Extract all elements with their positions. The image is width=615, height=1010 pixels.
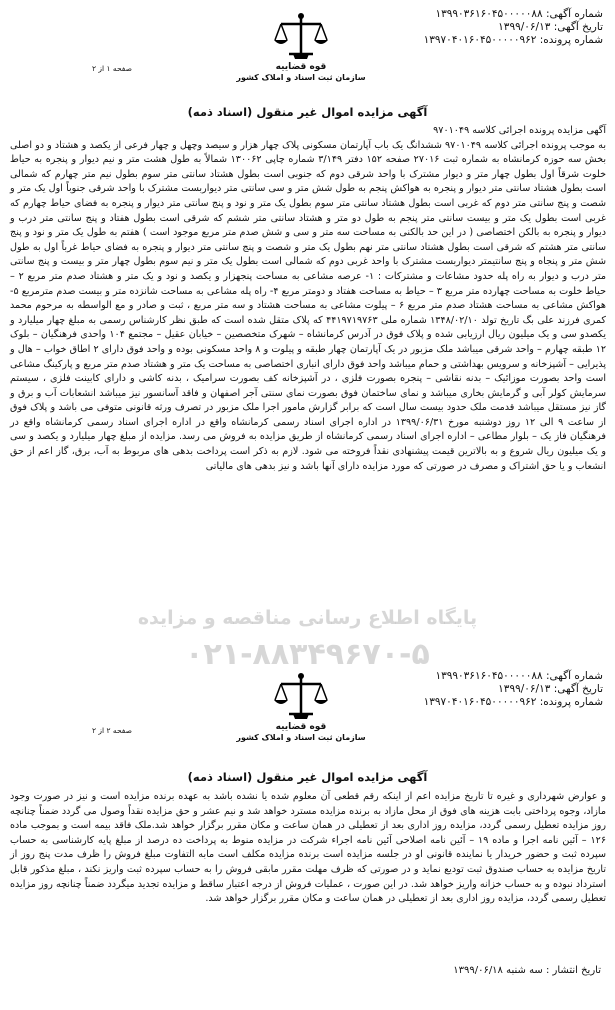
notice-date: تاریخ آگهی: ۱۳۹۹/۰۶/۱۳ <box>498 683 603 695</box>
notice-body-2 <box>10 790 606 907</box>
page-label-1: صفحه ۱ از ۲ <box>92 64 132 73</box>
notice-title-2: آگهی مزایده اموال غیر منقول (اسناد ذمه) <box>187 770 428 784</box>
file-number: شماره پرونده: ۱۳۹۷۰۴۰۱۶۰۴۵۰۰۰۰۰۹۶۲ <box>423 34 603 46</box>
judiciary-emblem-2 <box>236 670 366 743</box>
notice-title-1: آگهی مزایده اموال غیر منقول (اسناد ذمه) <box>187 105 428 119</box>
notice-number: شماره آگهی: ۱۳۹۹۰۳۶۱۶۰۴۵۰۰۰۰۰۸۸ <box>435 8 603 20</box>
notice-meta-1 <box>424 8 603 47</box>
org-name-judiciary: قوه قضاییه <box>275 722 327 732</box>
file-number: شماره پرونده: ۱۳۹۷۰۴۰۱۶۰۴۵۰۰۰۰۰۹۶۲ <box>423 696 603 708</box>
publish-date: تاریخ انتشار : سه شنبه ۱۳۹۹/۰۶/۱۸ <box>453 965 601 976</box>
watermark-text: پایگاه اطلاع رسانی مناقصه و مزایده <box>137 607 478 629</box>
notice-date: تاریخ آگهی: ۱۳۹۹/۰۶/۱۳ <box>498 21 603 33</box>
notice-heading-line: آگهی مزایده پرونده اجرائی کلاسه ۹۷۰۱۰۴۹ <box>433 125 606 136</box>
org-name-registration: سازمان ثبت اسناد و املاک کشور <box>236 733 366 742</box>
notice-paragraph: به موجب پرونده اجرائی کلاسه ۹۷۰۱۰۴۹ ششدانگ یک باب آپارتمان مسکونی پلاک چهار هزار و سیصد وچهل و چهار فرعی از یکصد و هشتاد و دو اصلی بخش سه حوزه کرمانشاه به شماره ثبت ۲۷۰۱۶ صفحه ۱۵۲ دفتر ۳/۱۴۹ شماره چاپی ۱۳۰۰۶۲ شمالاً به طول هشت متر و نیم دیوار و پنجره به حیاط خلوت شرقاً اول بطول چهار متر و دیوار مشترک با واحد شرقی دوم که جنوبی است بطول هشتاد سانتی متر سوم بطول نیم متر چهارم که شمالی است بطول هشتاد سانتی متر دیوار و پنجره به هواکش پنجم به طول شش متر و سی سانتی متر دیواربست مشترک با واحد شرقی جنوباً اول یک متر و شصت و پنج سانتی متر دوم که غربی است بطول هشتاد سانتی متر سوم بطول یک متر و نود و پنج سانتی متر دیوار و پنجره به فضای حیاط چهارم که غربی است بطول یک متر و بیست سانتی متر پنجم به طول دو متر و هشتاد سانتی متر ششم که شرقی است بطول هفتاد و پنج سانتی متر درب و دیوار و پنجره به بالکن اختصاصی ( در این حد بالکنی به مساحت سه متر و سی و شش صدم متر مربع موجود است ) هفتم به طول یک متر و نود و پنج سانتی متر هشتم که شرقی است بطول هشتاد سانتی متر نهم بطول یک متر و شصت و پنج سانتی متر دیوار و پنجره به فضای حیاط غرباً اول به طول شش متر و پنجاه و پنج سانتیمتر دیواربست مشترک با واحد غربی دوم که شمالی است بطول یک متر و نیم سوم بطول چهار متر و بیست و پنج سانتی متر درب و دیوار به راه پله حدود مشاعات و مشترکات : ۱- عرصه مشاعی به مساحت پنجهزار و یکصد و نود و یک متر و هشتاد صدم متر مربع ۲ – حیاط خلوت به مساحت چهارده متر مربع ۳ – حیاط به مساحت هفتاد و دومتر مربع ۴- راه پله مشاعی به مساحت شانزده متر و بیست صدم مترمربع ۵- هواکش مشاعی به مساحت هشتاد صدم متر مربع ۶ – پیلوت مشاعی به مساحت هشتاد و سه متر مربع ، ثبت و صادر و مع الواسطه به مرحوم محمد کمری فرزند علی بگ تاریخ تولد ۱۳۴۸/۰۲/۱۰ شماره ملی ۴۴۱۹۷۱۹۷۶۳ که پلاک متقل شده است که طبق نظر کارشناس رسمی به مبلغ چهار میلیارد و یکصدو سی و یک میلیون ریال ارزیابی شده و پلاک فوق در آدرس کرمانشاه – شهرک متخصصین – خیابان عقیل – مجتمع ۱۰۴ واحدی فرهنگیان – بلوک ۱۲ طبقه چهارم – واحد شرقی میباشد ملک مزبور در یک آپارتمان چهار طبقه و پیلوت و ۸ واحد مسکونی بوده و واحد فوق دارای ۲ اطاق خواب – هال و پذیرایی – آشپزخانه و سرویس بهداشتی و حمام میباشد واحد فوق دارای انباری اختصاصی به مساحت یک متر و هشتاد صدم متر مربع و پارکینگ مشاعی است واحد بصورت موزائیک – بدنه نقاشی – پنجره بصورت فلزی ، در آشپزخانه کف بصورت سرامیک ، بدنه کاشی و دارای کابینت فلزی ، سیستم سرمایش کولر آبی و گرمایش بخاری میباشد و نمای ساختمان فوق بصورت نمای سنتی آجر اصفهان و فاقد آسانسور نیز میباشد انشعابات آب و برق و گاز نیز مستقل میباشد قدمت ملک حدود بیست سال است که برابر گزارش مامور اجرا ملک مزبور در تصرف ورثه قانونی متوفی می باشد و پلاک فوق از ساعت ۹ الی ۱۲ روز دوشنبه مورخ ۱۳۹۹/۰۶/۳۱ در اداره اجرای اسناد رسمی کرمانشاه واقع در اداره اجرای اسناد رسمی کرمانشاه واقع در فرهنگیان فاز یک – بلوار مطاعی – اداره اجرای اسناد رسمی کرمانشاه از طریق مزایده به فروش می رسد. مزایده از مبلغ چهار میلیارد و یکصد و سی و یک میلیون ریال شروع و به بالاترین قیمت پیشنهادی نقداً فروخته می شود. لازم به ذکر است پرداخت بدهی های مربوط به آب، برق، گاز اعم از حق انشعاب و یا حق اشتراک و مصرف در صورتی که مورد مزایده دارای آنها باشد و نیز بدهی های مالیاتی <box>10 139 607 472</box>
notice-paragraph: و عوارض شهرداری و غیره تا تاریخ مزایده اعم از اینکه رقم قطعی آن معلوم شده یا نشده باشد به عهده برنده مزایده است و نیز در صورت وجود مازاد، وجوه پرداختی بابت هزینه های فوق از محل مازاد به برنده مزایده مسترد خواهد شد و نیم عشر و حق مزایده نقداً وصول می گردد ضمناً چنانچه روز مزایده تعطیل رسمی گردد، مزایده روز اداری بعد از تعطیلی در همان ساعت و مکان مقرر برگزار خواهد شد.ملک فاقد بیمه است و بموجب ماده ۱۲۶ – آئین نامه اجرا و ماده ۱۹ – آئین نامه اصلاحی آئین نامه اجراء شرکت در مزایده منوط به پرداخت ده درصد از مبلغ پایه کارشناسی به حساب سپرده ثبت و حضور خریدار یا نماینده قانونی او در جلسه مزایده است برنده مزایده مکلف است مابه التفاوت مبلغ فروش را ظرف مدت پنج روز از تاریخ مزایده به حساب صندوق ثبت تودیع نماید و در صورتی که ظرف مهلت مقرر مابقی فروش را به حساب سپرده ثبت واریز نکند ، مبلغ مذکور قابل استرداد نبوده و به حساب خزانه واریز خواهد شد. در این صورت ، عملیات فروش از درجه اعتبار ساقط و مزایده تجدید میگردد ضمناً چنانچه روز مزایده تعطیل رسمی گردد، مزایده روز اداری بعد از تعطیلی در همان ساعت و مکان مقرر برگزار خواهد شد. <box>10 791 606 905</box>
notice-body-1 <box>10 124 606 474</box>
notice-number: شماره آگهی: ۱۳۹۹۰۳۶۱۶۰۴۵۰۰۰۰۰۸۸ <box>435 670 603 682</box>
org-name-judiciary: قوه قضاییه <box>275 62 327 72</box>
notice-meta-2 <box>424 670 603 709</box>
scales-of-justice-icon <box>271 670 331 722</box>
scales-of-justice-icon <box>271 10 331 62</box>
judiciary-emblem-1 <box>236 10 366 83</box>
watermark-phone: ۰۲۱-۸۸۳۴۹۶۷۰-۵ <box>185 637 430 672</box>
page-label-2: صفحه ۲ از ۲ <box>92 726 132 735</box>
org-name-registration: سازمان ثبت اسناد و املاک کشور <box>236 73 366 82</box>
